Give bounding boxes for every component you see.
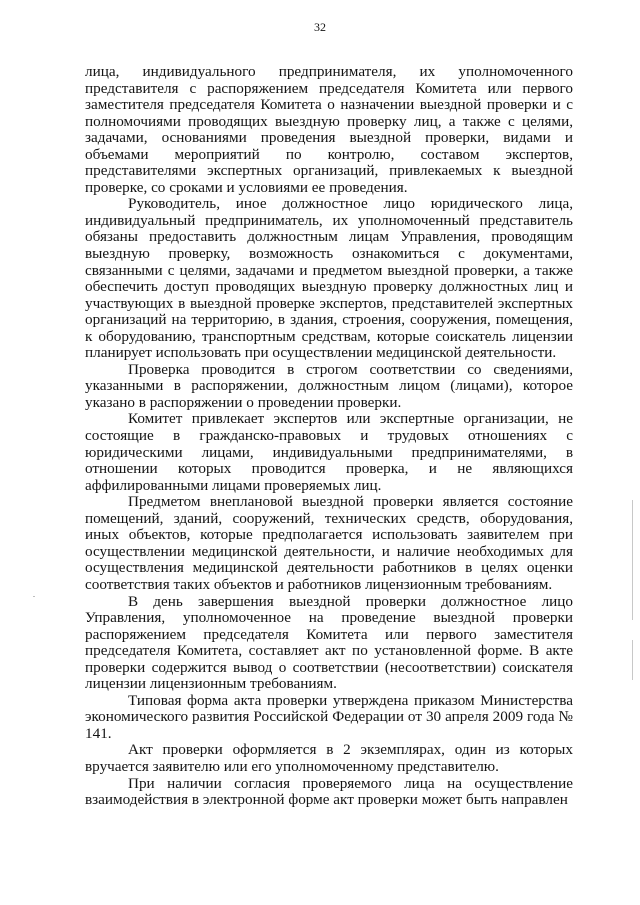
- paragraph-9: При наличии согласия проверяемого лица на осуществление взаимодействия в электронной форме акт проверки может быть направлен: [85, 774, 573, 809]
- scan-edge-mark: [632, 500, 633, 620]
- paragraph-4: Комитет привлекает экспертов или экспертные организации, не состоящие в гражданско-правовых и трудовых отношениях с юридическими лицами, индивидуальными предпринимателями, в отношении которых проводится проверка, и не являющихся аффилированными лицами проверяемых лиц.: [85, 410, 573, 494]
- paragraph-6: В день завершения выездной проверки должностное лицо Управления, уполномоченное на проведение выездной проверки распоряжением председателя Комитета или первого заместителя председателя Комитета, составляет акт по установленной форме. В акте проверки содержится вывод о соответствии (несоответствии) соискателя лицензии лицензионным требованиям.: [85, 592, 573, 693]
- paragraph-8: Акт проверки оформляется в 2 экземплярах, один из которых вручается заявителю или его уполномоченному представителю.: [85, 741, 573, 775]
- scan-edge-mark: [632, 640, 633, 680]
- paragraph-1: лица, индивидуального предпринимателя, их уполномоченного представителя с распоряжением председателя Комитета или первого заместителя председателя Комитета о назначении выездной проверки и с полномочиями проводящих выездную проверку лиц, а также с целями, задачами, основаниями проведения выездной проверки, видами и объемами мероприятий по контролю, составом экспертов, представителями экспертных организаций, привлекаемых к выездной проверке, со сроками и условиями ее проведения.: [85, 63, 573, 196]
- paragraph-2: Руководитель, иное должностное лицо юридического лица, индивидуальный предприниматель, их уполномоченный представитель обязаны предоставить должностным лицам Управления, проводящим выездную проверку, возможность ознакомиться с документами, связанными с целями, задачами и предметом выездной проверки, а также обеспечить доступ проводящих выездную проверку должностных лиц и участвующих в выездной проверке экспертов, представителей экспертных организаций на территорию, в здания, строения, сооружения, помещения, к оборудованию, транспортным средствам, которые соискатель лицензии планирует использовать при осуществлении медицинской деятельности.: [85, 195, 573, 362]
- page-number: 32: [314, 20, 326, 34]
- paragraph-3: Проверка проводится в строгом соответствии со сведениями, указанными в распоряжении, должностным лицом (лицами), которое указано в распоряжении о проведении проверки.: [85, 360, 573, 411]
- paragraph-7: Типовая форма акта проверки утверждена приказом Министерства экономического развития Российской Федерации от 30 апреля 2009 года № 141.: [85, 691, 573, 742]
- scan-speck: [33, 596, 35, 597]
- paragraph-5: Предметом внеплановой выездной проверки является состояние помещений, зданий, сооружений, технических средств, оборудования, иных объектов, которые предполагается использовать заявителем при осуществлении медицинской деятельности, и наличие необходимых для осуществления медицинской деятельности работников в целях оценки соответствия таких объектов и работников лицензионным требованиям.: [85, 493, 573, 593]
- document-body: [85, 64, 573, 809]
